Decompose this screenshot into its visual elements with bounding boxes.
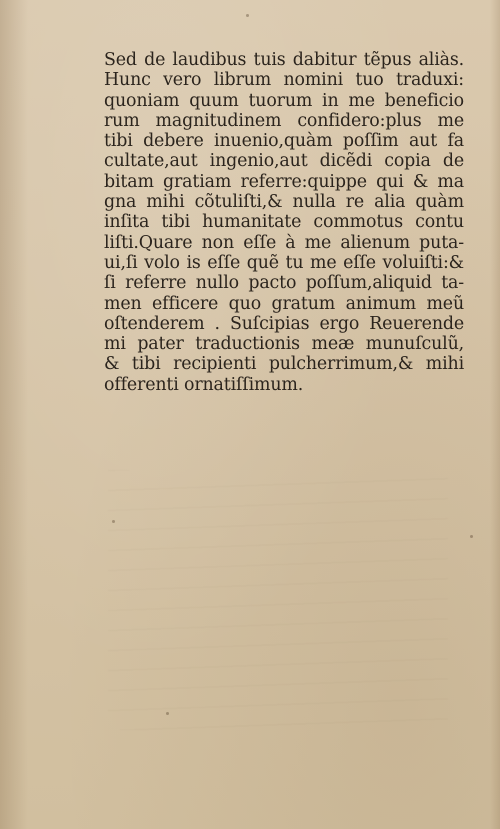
text-line: & tibi recipienti pulcherrimum,& mihi <box>104 354 464 375</box>
text-line: cultate,aut ingenio,aut dicẽdi copia de <box>104 151 464 172</box>
text-line: liſti.Quare non eſſe à me alienum puta- <box>104 232 464 253</box>
page-edge-shadow <box>490 0 500 829</box>
text-line: ui,ſi volo is eſſe quẽ tu me eſſe voluiſti:& <box>104 252 464 273</box>
text-line: tibi debere inuenio,quàm poſſim aut fa <box>104 131 464 152</box>
text-line: offerenti ornatiſſimum. <box>104 374 304 395</box>
paper-speck <box>166 712 169 715</box>
text-line: rum magnitudinem confidero:plus me <box>104 110 464 131</box>
paper-speck <box>112 520 115 523</box>
text-line: quoniam quum tuorum in me beneficio <box>104 90 464 111</box>
text-line: mi pater traductionis meæ munuſculũ, <box>104 334 464 355</box>
text-line: gna mihi cõtuliſti,& nulla re alia quàm <box>104 192 464 213</box>
show-through-text <box>108 470 448 730</box>
text-line: inſita tibi humanitate commotus contu <box>104 212 464 233</box>
text-line: bitam gratiam referre:quippe qui & ma <box>104 171 464 192</box>
text-line: men efficere quo gratum animum meũ <box>104 293 464 314</box>
text-line: ſi referre nullo pacto poſſum,aliquid ta- <box>104 273 464 294</box>
paper-speck <box>470 535 473 538</box>
text-line: Sed de laudibus tuis dabitur tẽpus aliàs. <box>104 50 464 70</box>
paper-speck <box>246 14 249 17</box>
text-line: Hunc vero librum nomini tuo traduxi: <box>104 70 464 91</box>
text-line: oſtenderem . Suſcipias ergo Reuerende <box>104 313 464 334</box>
body-text <box>104 50 464 395</box>
page-gutter-shadow <box>0 0 28 829</box>
